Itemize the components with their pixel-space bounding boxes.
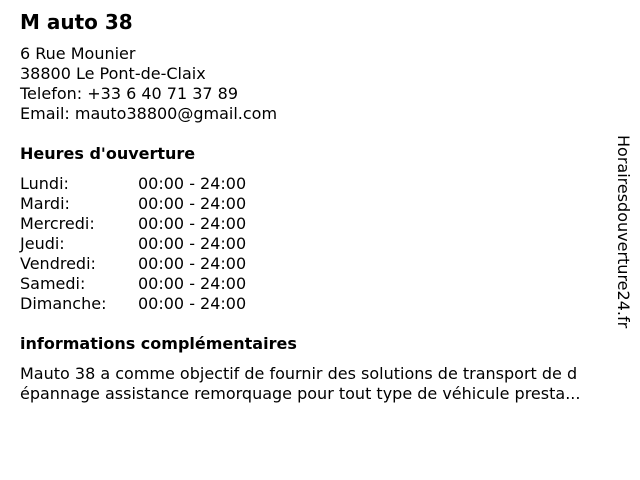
site-watermark-label: Horairesdouverture24.fr: [614, 135, 633, 329]
time-range: 00:00 - 24:00: [138, 174, 247, 193]
time-range: 00:00 - 24:00: [138, 274, 247, 293]
info-description: [20, 364, 626, 404]
phone-number: Telefon: +33 6 40 71 37 89: [20, 84, 239, 103]
hours-heading: Heures d'ouverture: [20, 144, 196, 163]
time-range: 00:00 - 24:00: [138, 214, 247, 233]
time-range: 00:00 - 24:00: [138, 294, 247, 313]
day-label: Samedi:: [20, 274, 86, 293]
day-label: Jeudi:: [20, 234, 65, 253]
time-range: 00:00 - 24:00: [138, 254, 247, 273]
email-address: Email: mauto38800@gmail.com: [20, 104, 278, 123]
business-name: M auto 38: [20, 10, 133, 34]
info-heading: informations complémentaires: [20, 334, 297, 353]
address-block: [20, 44, 277, 124]
day-label: Mardi:: [20, 194, 70, 213]
time-range: 00:00 - 24:00: [138, 234, 247, 253]
day-label: Vendredi:: [20, 254, 96, 273]
time-range: 00:00 - 24:00: [138, 194, 247, 213]
address-street: 6 Rue Mounier: [20, 44, 136, 63]
day-label: Mercredi:: [20, 214, 95, 233]
day-label: Lundi:: [20, 174, 69, 193]
address-city: 38800 Le Pont-de-Claix: [20, 64, 206, 83]
info-line: Mauto 38 a comme objectif de fournir des solutions de transport de d: [20, 364, 578, 383]
info-line: épannage assistance remorquage pour tout type de véhicule presta...: [20, 384, 581, 403]
day-label: Dimanche:: [20, 294, 107, 313]
